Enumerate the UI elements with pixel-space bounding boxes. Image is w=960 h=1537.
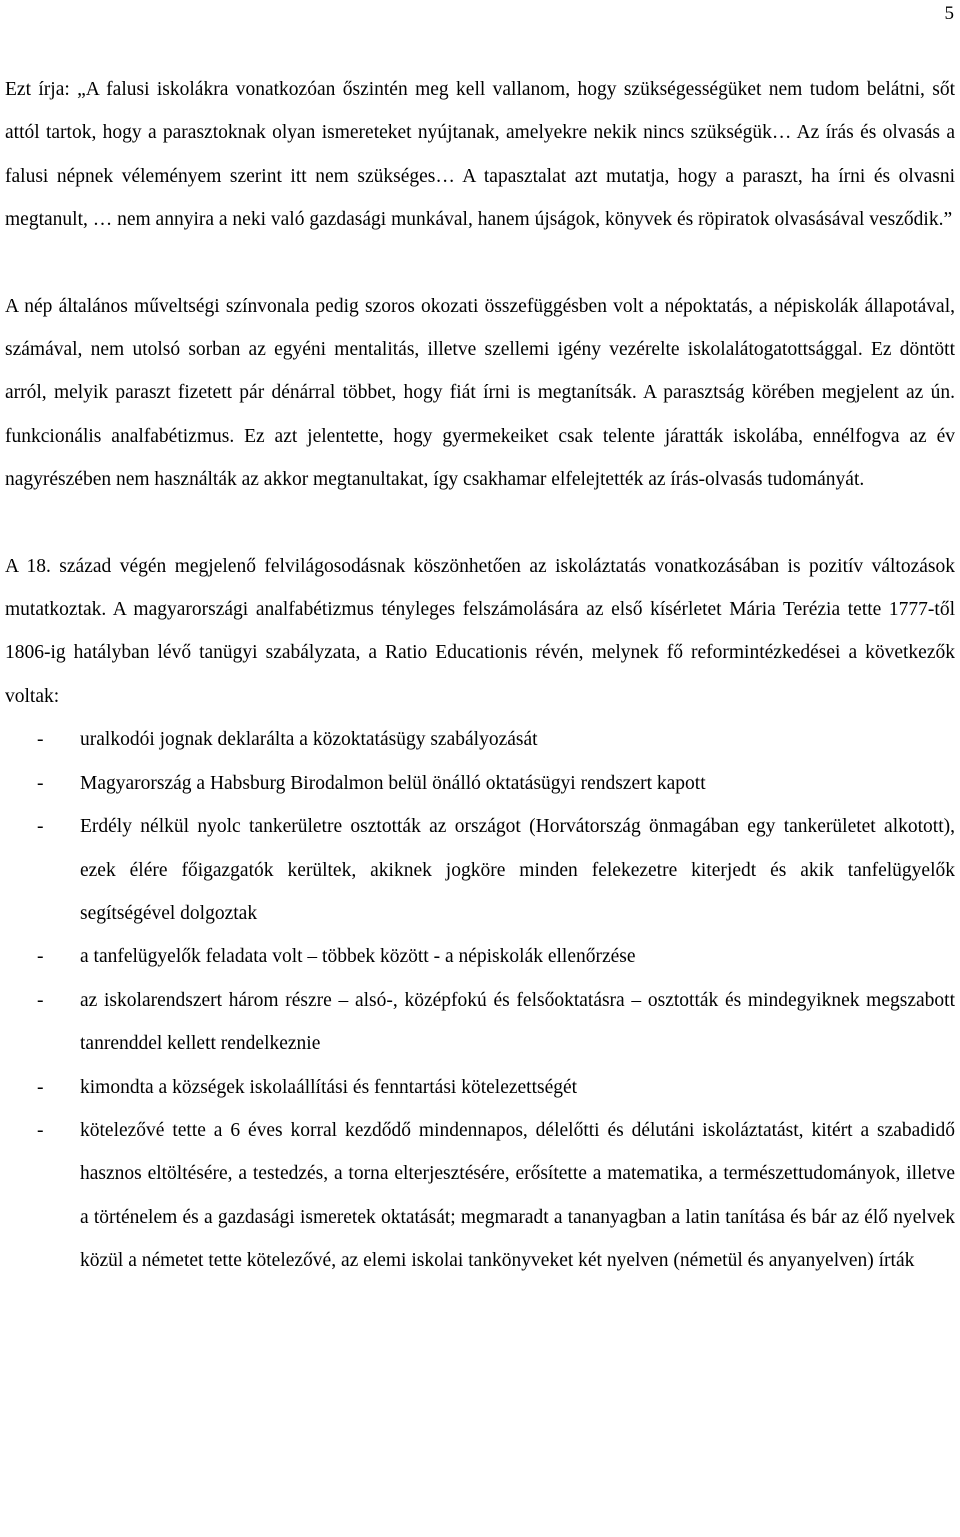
document-body [5, 68, 955, 1283]
list-item [5, 979, 955, 1066]
bullet-marker: - [37, 1119, 44, 1141]
bullet-marker: - [37, 816, 44, 838]
paragraph-literacy: A nép általános műveltségi színvonala pedig szoros okozati összefüggésben volt a népoktatás, a népiskolák állapotával, számával, nem utolsó sorban az egyéni mentalitás, illetve szellemi igény vezérelte iskolalátogatottsággal. Ez döntött arról, melyik paraszt fizetett pár dénárral többet, hogy fiát írni is megtanítsák. A parasztság körében megjelent az ún. funkcionális analfabétizmus. Ez azt jelentette, hogy gyermekeiket csak telente járatták iskolába, ennélfogva az év nagyrészében nem használták az akkor megtanultakat, így csakhamar elfelejtették az írás-olvasás tudományát. [5, 295, 955, 491]
bullet-marker: - [37, 1076, 44, 1098]
list-item-text: Magyarország a Habsburg Birodalmon belül önálló oktatásügyi rendszert kapott [80, 772, 706, 794]
list-item-text: a tanfelügyelők feladata volt – többek között - a népiskolák ellenőrzése [80, 946, 636, 968]
list-item-text: uralkodói jognak deklarálta a közoktatásügy szabályozását [80, 729, 538, 751]
list-item [5, 718, 955, 761]
paragraph-ratio-educationis: A 18. század végén megjelenő felvilágosodásnak köszönhetően az iskoláztatás vonatkozásában is pozitív változások mutatkoztak. A magyarországi analfabétizmus tényleges felszámolására az első kísérletet Mária Terézia tette 1777-től 1806-ig hatályban lévő tanügyi szabályzata, a Ratio Educationis révén, melynek fő reformintézkedései a következők voltak: [5, 555, 955, 707]
list-item-text: az iskolarendszert három részre – alsó-, középfokú és felsőoktatásra – osztották és mindegyiknek megszabott tanrenddel kellett rendelkeznie [80, 989, 955, 1055]
paragraph-quote: Ezt írja: „A falusi iskolákra vonatkozóan őszintén meg kell vallanom, hogy szükségességüket nem tudom belátni, sőt attól tartok, hogy a parasztoknak olyan ismereteket nyújtanak, amelyekre nekik nincs szükségük… Az írás és olvasás a falusi népnek véleményem szerint itt nem szükséges… A tapasztalat azt mutatja, hogy a paraszt, ha írni és olvasni megtanult, … nem annyira a neki való gazdasági munkával, hanem újságok, könyvek és röpiratok olvasásával vesződik.” [5, 79, 955, 231]
list-item [5, 1066, 955, 1109]
list-item [5, 805, 955, 935]
list-item-text: kötelezővé tette a 6 éves korral kezdődő mindennapos, délelőtti és délutáni iskoláztatást, kitért a szabadidő hasznos eltöltésére, a testedzés, a torna elterjesztésére, erősítette a matematika, a természettudományok, illetve a történelem és a gazdasági ismeretek oktatását; megmaradt a tananyagban a latin tanítása és bár az élő nyelvek közül a németet tette kötelezővé, az elemi iskolai tankönyveket két nyelven (németül és anyanyelven) írták [80, 1119, 955, 1272]
bullet-marker: - [37, 729, 44, 751]
reform-list [5, 718, 955, 1282]
page-number: 5 [944, 3, 954, 24]
list-item-text: Erdély nélkül nyolc tankerületre osztották az országot (Horvátország önmagában egy tankerületet alkotott), ezek élére főigazgatók kerültek, akiknek jogköre minden felekezetre kiterjedt és akik tanfelügyelők segítségével dolgoztak [80, 816, 955, 924]
list-item [5, 1109, 955, 1283]
list-item [5, 762, 955, 805]
bullet-marker: - [37, 772, 44, 794]
bullet-marker: - [37, 946, 44, 968]
list-item-text: kimondta a községek iskolaállítási és fenntartási kötelezettségét [80, 1076, 578, 1098]
list-item [5, 935, 955, 978]
bullet-marker: - [37, 989, 44, 1011]
